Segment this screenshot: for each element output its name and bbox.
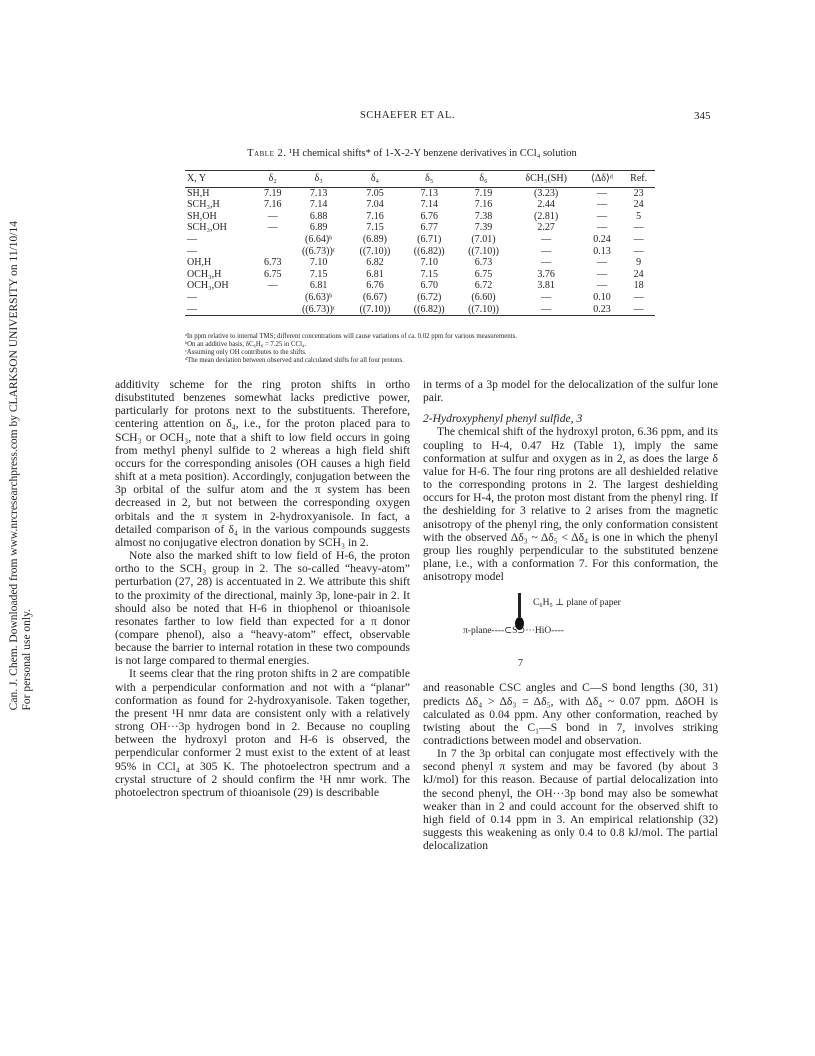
table-cell: — bbox=[633, 222, 644, 234]
table-cell: 0.23 bbox=[593, 303, 611, 315]
table-cell: (2.81) bbox=[534, 210, 559, 222]
table-cell: — bbox=[633, 303, 644, 315]
table-cell: — bbox=[541, 233, 552, 245]
table-cell: — bbox=[267, 222, 278, 234]
table-row bbox=[185, 234, 655, 246]
table-header-row bbox=[185, 171, 655, 188]
table-cell: 24 bbox=[633, 268, 644, 280]
table-cell: — bbox=[541, 245, 552, 257]
table-cell: — bbox=[596, 199, 607, 211]
table-cell: 6.73 bbox=[474, 257, 493, 269]
table-cell: — bbox=[596, 187, 607, 199]
table-cell: 24 bbox=[633, 199, 644, 211]
table-cell: 7.16 bbox=[264, 199, 282, 211]
table-cell: 7.13 bbox=[420, 187, 438, 199]
body-paragraph: In 7 the 3p orbital can conjugate most effectively with the second phenyl π system and may be favored (by about 3 kJ/mol) for this reason. Because of partial delocalization into the second phenyl, the OH···3p bond may also be somewhat weaker than in 2 and could account for the observed shift to high field of 0.14 ppm in 3. An empirical relationship (32) suggests this weakening as only 0.4 to 0.8 kJ/mol. The partial delocalization bbox=[423, 747, 718, 853]
table-cell: 7.15 bbox=[309, 268, 328, 280]
table-cell: — bbox=[541, 303, 552, 315]
chemical-shift-table bbox=[185, 170, 655, 316]
page-number: 345 bbox=[694, 110, 711, 122]
table-footnote: ᵈThe mean deviation between observed and calculated shifts for all four protons. bbox=[185, 357, 404, 364]
table-cell: — bbox=[633, 291, 644, 303]
table-row bbox=[185, 222, 655, 234]
table-cell: 6.75 bbox=[474, 268, 493, 280]
table-cell: ((7.10)) bbox=[359, 303, 391, 315]
table-cell: ((6.73))ᶜ bbox=[301, 245, 336, 257]
table-cell: 7.13 bbox=[309, 187, 328, 199]
table-cell: 6.76 bbox=[366, 280, 384, 292]
figure-label-phenyl: C₆H₅ ⊥ plane of paper bbox=[533, 598, 621, 609]
table-row bbox=[185, 246, 655, 258]
table-caption bbox=[182, 148, 642, 159]
table-cell: — bbox=[596, 257, 607, 269]
table-row bbox=[185, 292, 655, 304]
table-cell: 2.44 bbox=[537, 199, 555, 211]
table-cell: 7.15 bbox=[420, 268, 438, 280]
table-cell: (7.01) bbox=[471, 233, 496, 245]
table-cell: 7.10 bbox=[309, 257, 328, 269]
table-cell: 7.10 bbox=[420, 257, 438, 269]
table-cell: — bbox=[187, 303, 197, 315]
body-paragraph: in terms of a 3p model for the delocalization of the sulfur lone pair. bbox=[423, 378, 718, 405]
table-cell: — bbox=[541, 291, 552, 303]
table-cell: OCH₃,OH bbox=[187, 280, 229, 292]
table-cell: — bbox=[596, 222, 607, 234]
table-cell: 7.14 bbox=[309, 199, 328, 211]
table-cell: SH,H bbox=[187, 187, 210, 199]
table-cell bbox=[256, 304, 290, 316]
table-header-cell: δCH₃(SH) bbox=[525, 173, 567, 184]
table-cell: ((6.73))ᶜ bbox=[301, 303, 336, 315]
table-cell: ((7.10)) bbox=[468, 245, 499, 257]
table-cell: SCH₃,OH bbox=[187, 222, 227, 234]
table-cell: — bbox=[596, 280, 607, 292]
download-watermark bbox=[8, 220, 36, 710]
table-cell: — bbox=[187, 245, 197, 257]
table-cell: (6.89) bbox=[362, 233, 388, 245]
left-column bbox=[115, 378, 410, 799]
table-cell: 18 bbox=[633, 280, 644, 292]
table-cell: — bbox=[187, 233, 197, 245]
table-cell: 6.75 bbox=[264, 268, 282, 280]
table-cell: 3.81 bbox=[537, 280, 555, 292]
table-footnote: ᵇOn an additive basis, δC₆H₆ = 7.25 in CCl₄. bbox=[185, 341, 307, 348]
table-cell bbox=[256, 292, 290, 304]
table-cell: — bbox=[541, 257, 552, 269]
table-cell: (6.60) bbox=[471, 291, 496, 303]
table-row bbox=[185, 199, 655, 211]
table-cell: 7.19 bbox=[264, 187, 282, 199]
table-header-cell: δ₄ bbox=[370, 173, 380, 184]
running-header bbox=[0, 110, 815, 126]
table-header-cell: δ₂ bbox=[268, 173, 277, 184]
table-cell: — bbox=[596, 268, 607, 280]
table-cell: 7.04 bbox=[366, 199, 384, 211]
table-cell: 6.76 bbox=[420, 210, 438, 222]
table-cell bbox=[256, 234, 290, 246]
table-cell: 7.14 bbox=[420, 199, 438, 211]
table-cell: 6.89 bbox=[309, 222, 328, 234]
running-title: SCHAEFER ET AL. bbox=[359, 110, 456, 121]
table-cell: 23 bbox=[633, 187, 644, 199]
table-cell: 0.24 bbox=[593, 233, 611, 245]
table-row bbox=[185, 304, 655, 316]
phenyl-bond-line bbox=[518, 593, 521, 617]
table-footnote: ᶜAssuming only OH contributes to the shifts. bbox=[185, 349, 307, 356]
body-paragraph: and reasonable CSC angles and C—S bond lengths (30, 31) predicts Δδ₄ > Δδ₃ = Δδ₅, with Δδ₄ ~ 0.07 ppm. ΔδOH is calculated as 0.04 ppm. Any other conformation, reached by twisting about the C₁—S bond in 7, involves striking contradictions between model and observation. bbox=[423, 681, 718, 747]
table-cell: 7.19 bbox=[474, 187, 493, 199]
table-cell: 7.16 bbox=[366, 210, 384, 222]
right-column bbox=[423, 378, 718, 852]
table-caption-text: ¹H chemical shifts* of 1-X-2-Y benzene derivatives in CCl₄ solution bbox=[289, 148, 577, 159]
table-cell: 7.16 bbox=[474, 199, 493, 211]
table-header-cell: δ₅ bbox=[425, 173, 434, 184]
table-cell: 6.73 bbox=[264, 257, 282, 269]
table-caption-label: Table 2. bbox=[247, 148, 287, 159]
figure-label-plane: π-plane----⊂S⊃···HiO---- bbox=[463, 626, 564, 637]
table-cell: 3.76 bbox=[537, 268, 555, 280]
table-cell: (6.63)ᵇ bbox=[305, 291, 333, 303]
table-cell: ((7.10)) bbox=[359, 245, 391, 257]
table-cell: 9 bbox=[636, 257, 642, 269]
table-cell: — bbox=[267, 280, 278, 292]
table-header-cell: δ₆ bbox=[479, 173, 488, 184]
table-cell bbox=[256, 246, 290, 258]
watermark-line-1: Can. J. Chem. Downloaded from www.nrcresearchpress.com by CLARKSON UNIVERSITY on 11/10/14 bbox=[8, 220, 20, 710]
table-cell: 7.05 bbox=[366, 187, 384, 199]
table-cell: 5 bbox=[636, 210, 642, 222]
table-cell: ((6.82)) bbox=[413, 245, 445, 257]
table-header-cell: Ref. bbox=[630, 173, 648, 184]
table-cell: 6.88 bbox=[309, 210, 328, 222]
table-cell: (6.71) bbox=[417, 233, 442, 245]
table-header-cell: δ₃ bbox=[314, 173, 323, 184]
table-cell: — bbox=[267, 210, 278, 222]
table-cell: — bbox=[633, 233, 644, 245]
table-cell: (6.67) bbox=[362, 291, 388, 303]
table-cell: 6.82 bbox=[366, 257, 384, 269]
table-cell: SCH₃,H bbox=[187, 199, 220, 211]
table-cell: ((7.10)) bbox=[468, 303, 499, 315]
table-cell: 0.13 bbox=[593, 245, 611, 257]
table-cell: 2.27 bbox=[537, 222, 555, 234]
table-row bbox=[185, 280, 655, 292]
table-row bbox=[185, 187, 655, 199]
figure-number: 7 bbox=[518, 658, 523, 670]
table-cell: 7.39 bbox=[474, 222, 493, 234]
table-cell: 6.81 bbox=[366, 268, 384, 280]
body-paragraph: It seems clear that the ring proton shifts in 2 are compatible with a perpendicular conformation and not with a “planar” conformation as found for 2-hydroxyanisole. Taken together, the present ¹H nmr data are consistent only with a relatively strong OH···3p hydrogen bond in 2. Because no coupling between the hydroxyl proton and H-6 is observed, the perpendicular conformer 2 must exist to the extent of at least 95% in CCl₄ at 305 K. The photoelectron spectrum and a crystal structure of 2 should confirm the ¹H nmr work. The photoelectron spectrum of thioanisole (29) is describable bbox=[115, 667, 410, 799]
body-paragraph: additivity scheme for the ring proton shifts in ortho disubstituted benzenes somewhat lacks predictive power, particularly for protons next to the substituents. Therefore, centering attention on δ₄, i.e., for the proton placed para to SCH₃ or OCH₃, note that a shift to low field occurs in going from methyl phenyl sulfide to 2 whereas a high field shift occurs for the corresponding anisoles (OH causes a high field shift at a meta position). Accordingly, conjugation between the 3p orbital of the sulfur atom and the π system has been decreased in 2, but not between the corresponding oxygen orbitals and the π system in 2-hydroxyanisole. In fact, a detailed comparison of δ₄ in the various compounds suggests almost no conjugative electron donation by SCH₃ in 2. bbox=[115, 378, 410, 549]
table-cell: (6.64)ᵇ bbox=[305, 233, 333, 245]
table-cell: 7.38 bbox=[474, 210, 493, 222]
table-cell: (6.72) bbox=[417, 291, 442, 303]
table-row bbox=[185, 257, 655, 269]
table-cell: OCH₃,H bbox=[187, 268, 222, 280]
table-cell: — bbox=[596, 210, 607, 222]
table-cell: ((6.82)) bbox=[413, 303, 445, 315]
body-paragraph: The chemical shift of the hydroxyl proton, 6.36 ppm, and its coupling to H-4, 0.47 Hz (Table 1), imply the same conformation at sulfur and oxygen as in 2, as does the large δ value for H-6. The four ring protons are all deshielded relative to the corresponding protons in 2. The largest deshielding occurs for H-4, the proton most distant from the phenyl ring. If the deshielding for 3 relative to 2 arises from the magnetic anisotropy of the phenyl ring, the only conformation consistent with the observed Δδ₃ ~ Δδ₅ < Δδ₄ is one in which the phenyl group lies roughly perpendicular to the substituted benzene plane, i.e., with a conformation 7. For this conformation, the anisotropy model bbox=[423, 425, 718, 584]
table-footnotes bbox=[185, 333, 655, 365]
table-row bbox=[185, 269, 655, 281]
table-row bbox=[185, 211, 655, 223]
table-cell: SH,OH bbox=[187, 210, 217, 222]
table-footnote: ᵃIn ppm relative to internal TMS; different concentrations will cause variations of ca. 0.02 ppm for various measurements. bbox=[185, 333, 517, 340]
conformation-figure bbox=[423, 589, 718, 675]
table-cell: — bbox=[187, 291, 197, 303]
table-cell: (3.23) bbox=[534, 187, 559, 199]
section-heading: 2-Hydroxyphenyl phenyl sulfide, 3 bbox=[423, 412, 583, 426]
table-cell: — bbox=[633, 245, 644, 257]
table-cell: 6.72 bbox=[474, 280, 493, 292]
table-cell: 6.77 bbox=[420, 222, 438, 234]
table-header-cell: X, Y bbox=[187, 173, 207, 184]
table-cell: 6.81 bbox=[309, 280, 328, 292]
table-cell: 6.70 bbox=[420, 280, 438, 292]
table-cell: OH,H bbox=[187, 257, 212, 269]
table-cell: 7.15 bbox=[366, 222, 384, 234]
table-cell: 0.10 bbox=[593, 291, 611, 303]
body-paragraph: Note also the marked shift to low field of H-6, the proton ortho to the SCH₃ group in 2. The so-called “heavy-atom” perturbation (27, 28) is accentuated in 2. We attribute this shift to the proximity of the directional, mainly 3p, lone-pair in 2. It should also be noted that H-6 in thiophenol or thioanisole resonates farther to low field than expected for a π donor (compare phenol), also a “heavy-atom” effect, observable because the barrier to internal rotation in these two compounds is not large compared to thermal energies. bbox=[115, 549, 410, 668]
table-header-cell: ⟨Δδ⟩ᵈ bbox=[590, 173, 613, 184]
watermark-line-2: For personal use only. bbox=[21, 608, 33, 710]
